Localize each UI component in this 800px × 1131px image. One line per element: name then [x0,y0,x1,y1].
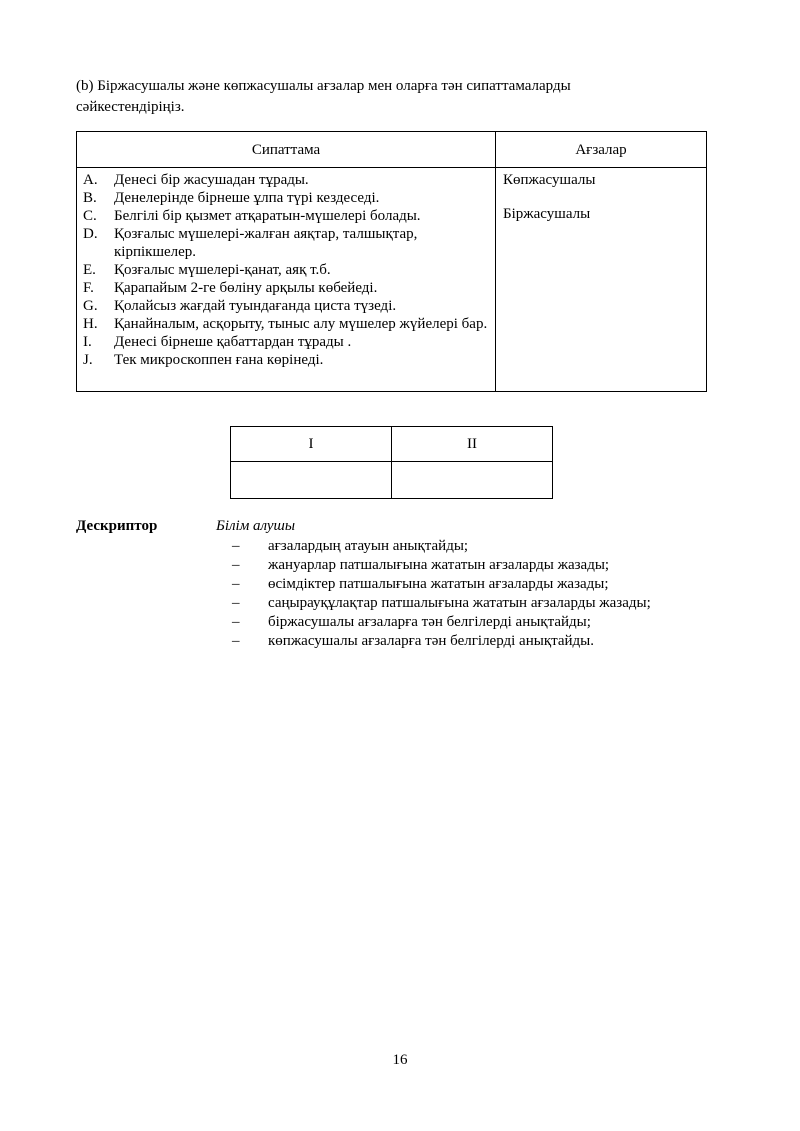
criterion-item [232,575,651,594]
item-letter: C. [83,208,97,224]
dash-bullet: – [232,538,240,554]
item-letter: J. [83,352,93,368]
answer-cell-ii[interactable] [392,462,553,499]
description-item-a [83,171,489,189]
item-text: Қарапайым 2-ге бөліну арқылы көбейеді. [114,280,378,296]
criterion-text: біржасушалы ағзаларға тән белгілерді анықтайды; [268,614,591,630]
criterion-item [232,537,651,556]
header-organisms: Ағзалар [496,132,707,168]
item-letter: D. [83,226,98,242]
item-text: Тек микроскоппен ғана көрінеді. [114,352,324,368]
item-letter: I. [83,334,92,350]
answer-table-header-row [231,427,553,462]
page-number: 16 [392,1052,408,1068]
criterion-item [232,594,651,613]
criterion-text: өсімдіктер патшалығына жататын ағзаларды жазады; [268,576,609,592]
criterion-text: көпжасушалы ағзаларға тән белгілерді анықтайды. [268,633,594,649]
criterion-item [232,556,651,575]
answer-cell-i[interactable] [231,462,392,499]
criterion-text: саңырауқұлақтар патшалығына жататын ағзаларды жазады; [268,595,651,611]
task-instruction [76,76,716,118]
description-item-e [83,261,489,279]
item-letter: G. [83,298,98,314]
descriptor-criteria-list [232,537,651,651]
item-letter: H. [83,316,98,332]
organism-list [496,168,707,392]
descriptor-label: Дескриптор [76,518,158,534]
answer-table [230,426,553,499]
item-text: Денесі бірнеше қабаттардан тұрады . [114,334,352,350]
description-item-g [83,297,489,315]
criterion-item [232,632,651,651]
dash-bullet: – [232,557,240,573]
dash-bullet: – [232,576,240,592]
criterion-text: жануарлар патшалығына жататын ағзаларды жазады; [268,557,610,573]
description-item-d [83,225,489,261]
item-letter: B. [83,190,97,206]
item-text: Денелерінде бірнеше ұлпа түрі кездеседі. [114,190,380,206]
item-letter: A. [83,172,98,188]
answer-table-input-row [231,462,553,499]
task-instruction-line-1: (b) Біржасушалы және көпжасушалы ағзалар мен оларға тән сипаттамаларды [76,78,571,94]
item-text: Қанайналым, асқорыту, тыныс алу мүшелер жүйелері бар. [114,316,488,332]
item-text: Қозғалыс мүшелері-жалған аяқтар, талшықтар, кірпікшелер. [114,226,418,260]
organism-unicellular: Біржасушалы [503,206,591,222]
descriptor-intro: Білім алушы [216,518,296,534]
header-description: Сипаттама [77,132,496,168]
matching-table-body-row [77,168,707,392]
item-text: Қозғалыс мүшелері-қанат, аяқ т.б. [114,262,331,278]
matching-table-header-row [77,132,707,168]
description-item-b [83,189,489,207]
dash-bullet: – [232,614,240,630]
dash-bullet: – [232,633,240,649]
answer-header-i: I [231,427,392,462]
criterion-item [232,613,651,632]
organism-multicellular: Көпжасушалы [503,172,596,188]
item-text: Белгілі бір қызмет атқаратын-мүшелері болады. [114,208,421,224]
item-letter: E. [83,262,96,278]
description-item-i [83,333,489,351]
description-item-c [83,207,489,225]
criterion-text: ағзалардың атауын анықтайды; [268,538,469,554]
description-item-f [83,279,489,297]
item-letter: F. [83,280,94,296]
item-text: Денесі бір жасушадан тұрады. [114,172,309,188]
answer-header-ii: II [392,427,553,462]
dash-bullet: – [232,595,240,611]
task-instruction-line-2: сәйкестендіріңіз. [76,99,185,115]
description-item-h [83,315,489,333]
description-list [77,168,496,392]
item-text: Қолайсыз жағдай туындағанда циста түзеді. [114,298,397,314]
description-item-j [83,351,489,369]
matching-table [76,131,707,392]
